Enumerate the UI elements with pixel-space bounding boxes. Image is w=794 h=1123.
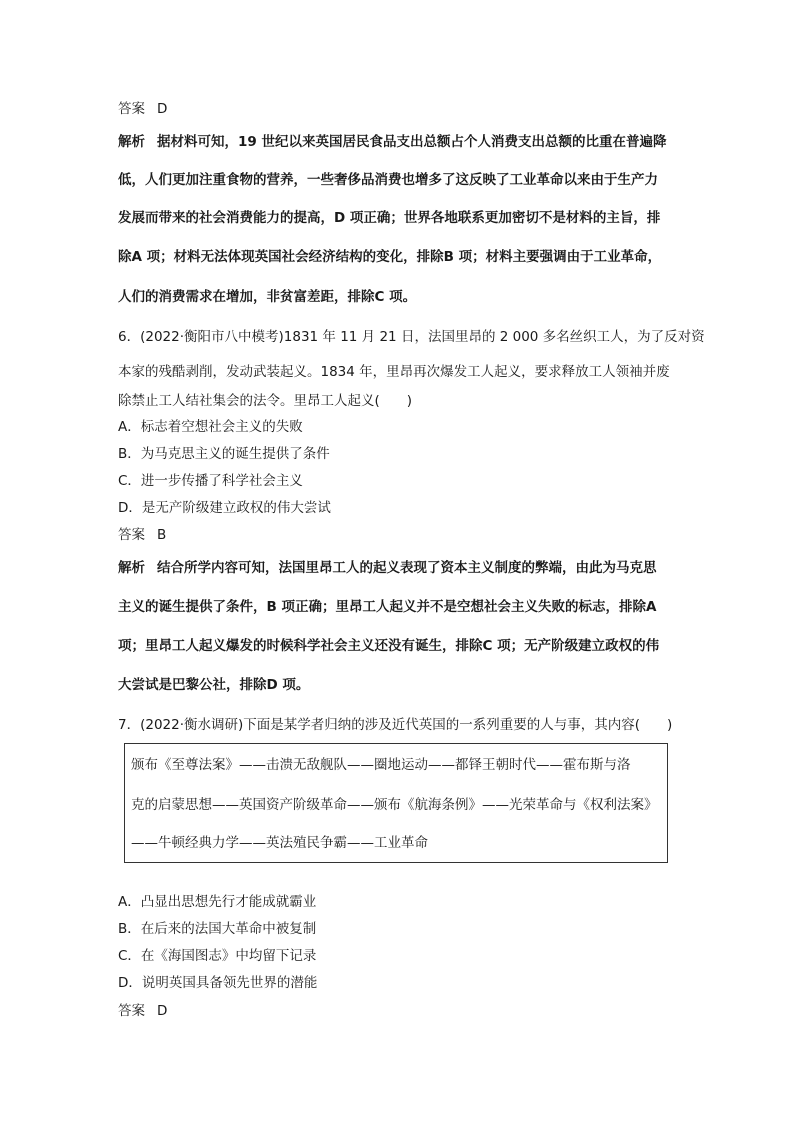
answer-label: 答案 [118, 101, 145, 117]
analysis-text: 结合所学内容可知，法国里昂工人的起义表现了资本主义制度的弊端，由此为马克思 [157, 560, 657, 576]
q7-option-c: C．在《海国图志》中均留下记录 [118, 948, 317, 964]
q7-option-b: B．在后来的法国大革命中被复制 [118, 921, 317, 937]
q5-analysis-line-5: 人们的消费需求在增加，非贫富差距，排除C 项。 [118, 289, 417, 305]
analysis-label: 解析 [118, 134, 145, 150]
q7-material-box [124, 743, 668, 863]
q7-stem: 7．(2022·衡水调研)下面是某学者归纳的涉及近代英国的一系列重要的人与事，其内容( ) [118, 717, 673, 733]
q5-analysis-line-2: 低，人们更加注重食物的营养，一些奢侈品消费也增多了这反映了工业革命以来由于生产力 [118, 172, 658, 188]
q7-answer [118, 999, 167, 1019]
q6-stem-line-1: 6．(2022·衡阳市八中模考)1831 年 11 月 21 日，法国里昂的 2 000 多名丝织工人，为了反对资 [118, 329, 705, 345]
q7-box-line-1: 颁布《至尊法案》——击溃无敌舰队——圈地运动——都铎王朝时代——霍布斯与洛 [131, 757, 631, 773]
q5-analysis-line-4: 除A 项；材料无法体现英国社会经济结构的变化，排除B 项；材料主要强调由于工业革命， [118, 249, 662, 265]
answer-value: B [157, 527, 167, 543]
answer-label: 答案 [118, 1003, 145, 1019]
q5-analysis-line-1 [118, 130, 667, 150]
q6-stem-line-2: 本家的残酷剥削，发动武装起义。1834 年，里昂再次爆发工人起义，要求释放工人领袖并废 [118, 364, 670, 380]
q7-box-line-2: 克的启蒙思想——英国资产阶级革命——颁布《航海条例》——光荣革命与《权利法案》 [131, 797, 658, 813]
q6-analysis-line-1 [118, 556, 657, 576]
answer-value: D [157, 101, 168, 117]
q7-box-line-3: ——牛顿经典力学——英法殖民争霸——工业革命 [131, 835, 428, 851]
q6-option-a: A．标志着空想社会主义的失败 [118, 419, 303, 435]
q5-answer [118, 97, 167, 117]
answer-value: D [157, 1003, 168, 1019]
q7-option-a: A．凸显出思想先行才能成就霸业 [118, 894, 317, 910]
q6-answer [118, 523, 166, 543]
analysis-text: 据材料可知，19 世纪以来英国居民食品支出总额占个人消费支出总额的比重在普遍降 [157, 134, 667, 150]
q5-analysis-line-3: 发展而带来的社会消费能力的提高，D 项正确；世界各地联系更加密切不是材料的主旨，排 [118, 210, 661, 226]
q6-option-b: B．为马克思主义的诞生提供了条件 [118, 446, 330, 462]
q6-analysis-line-2: 主义的诞生提供了条件，B 项正确；里昂工人起义并不是空想社会主义失败的标志，排除A [118, 599, 657, 615]
analysis-label: 解析 [118, 560, 145, 576]
q6-option-d: D．是无产阶级建立政权的伟大尝试 [118, 500, 331, 516]
q7-option-d: D．说明英国具备领先世界的潜能 [118, 975, 318, 991]
answer-label: 答案 [118, 527, 145, 543]
q6-analysis-line-4: 大尝试是巴黎公社，排除D 项。 [118, 677, 310, 693]
q6-stem-line-3: 除禁止工人结社集会的法令。里昂工人起义( ) [118, 393, 413, 409]
q6-option-c: C．进一步传播了科学社会主义 [118, 473, 303, 489]
q6-analysis-line-3: 项；里昂工人起义爆发的时候科学社会主义还没有诞生，排除C 项；无产阶级建立政权的伟 [118, 638, 660, 654]
